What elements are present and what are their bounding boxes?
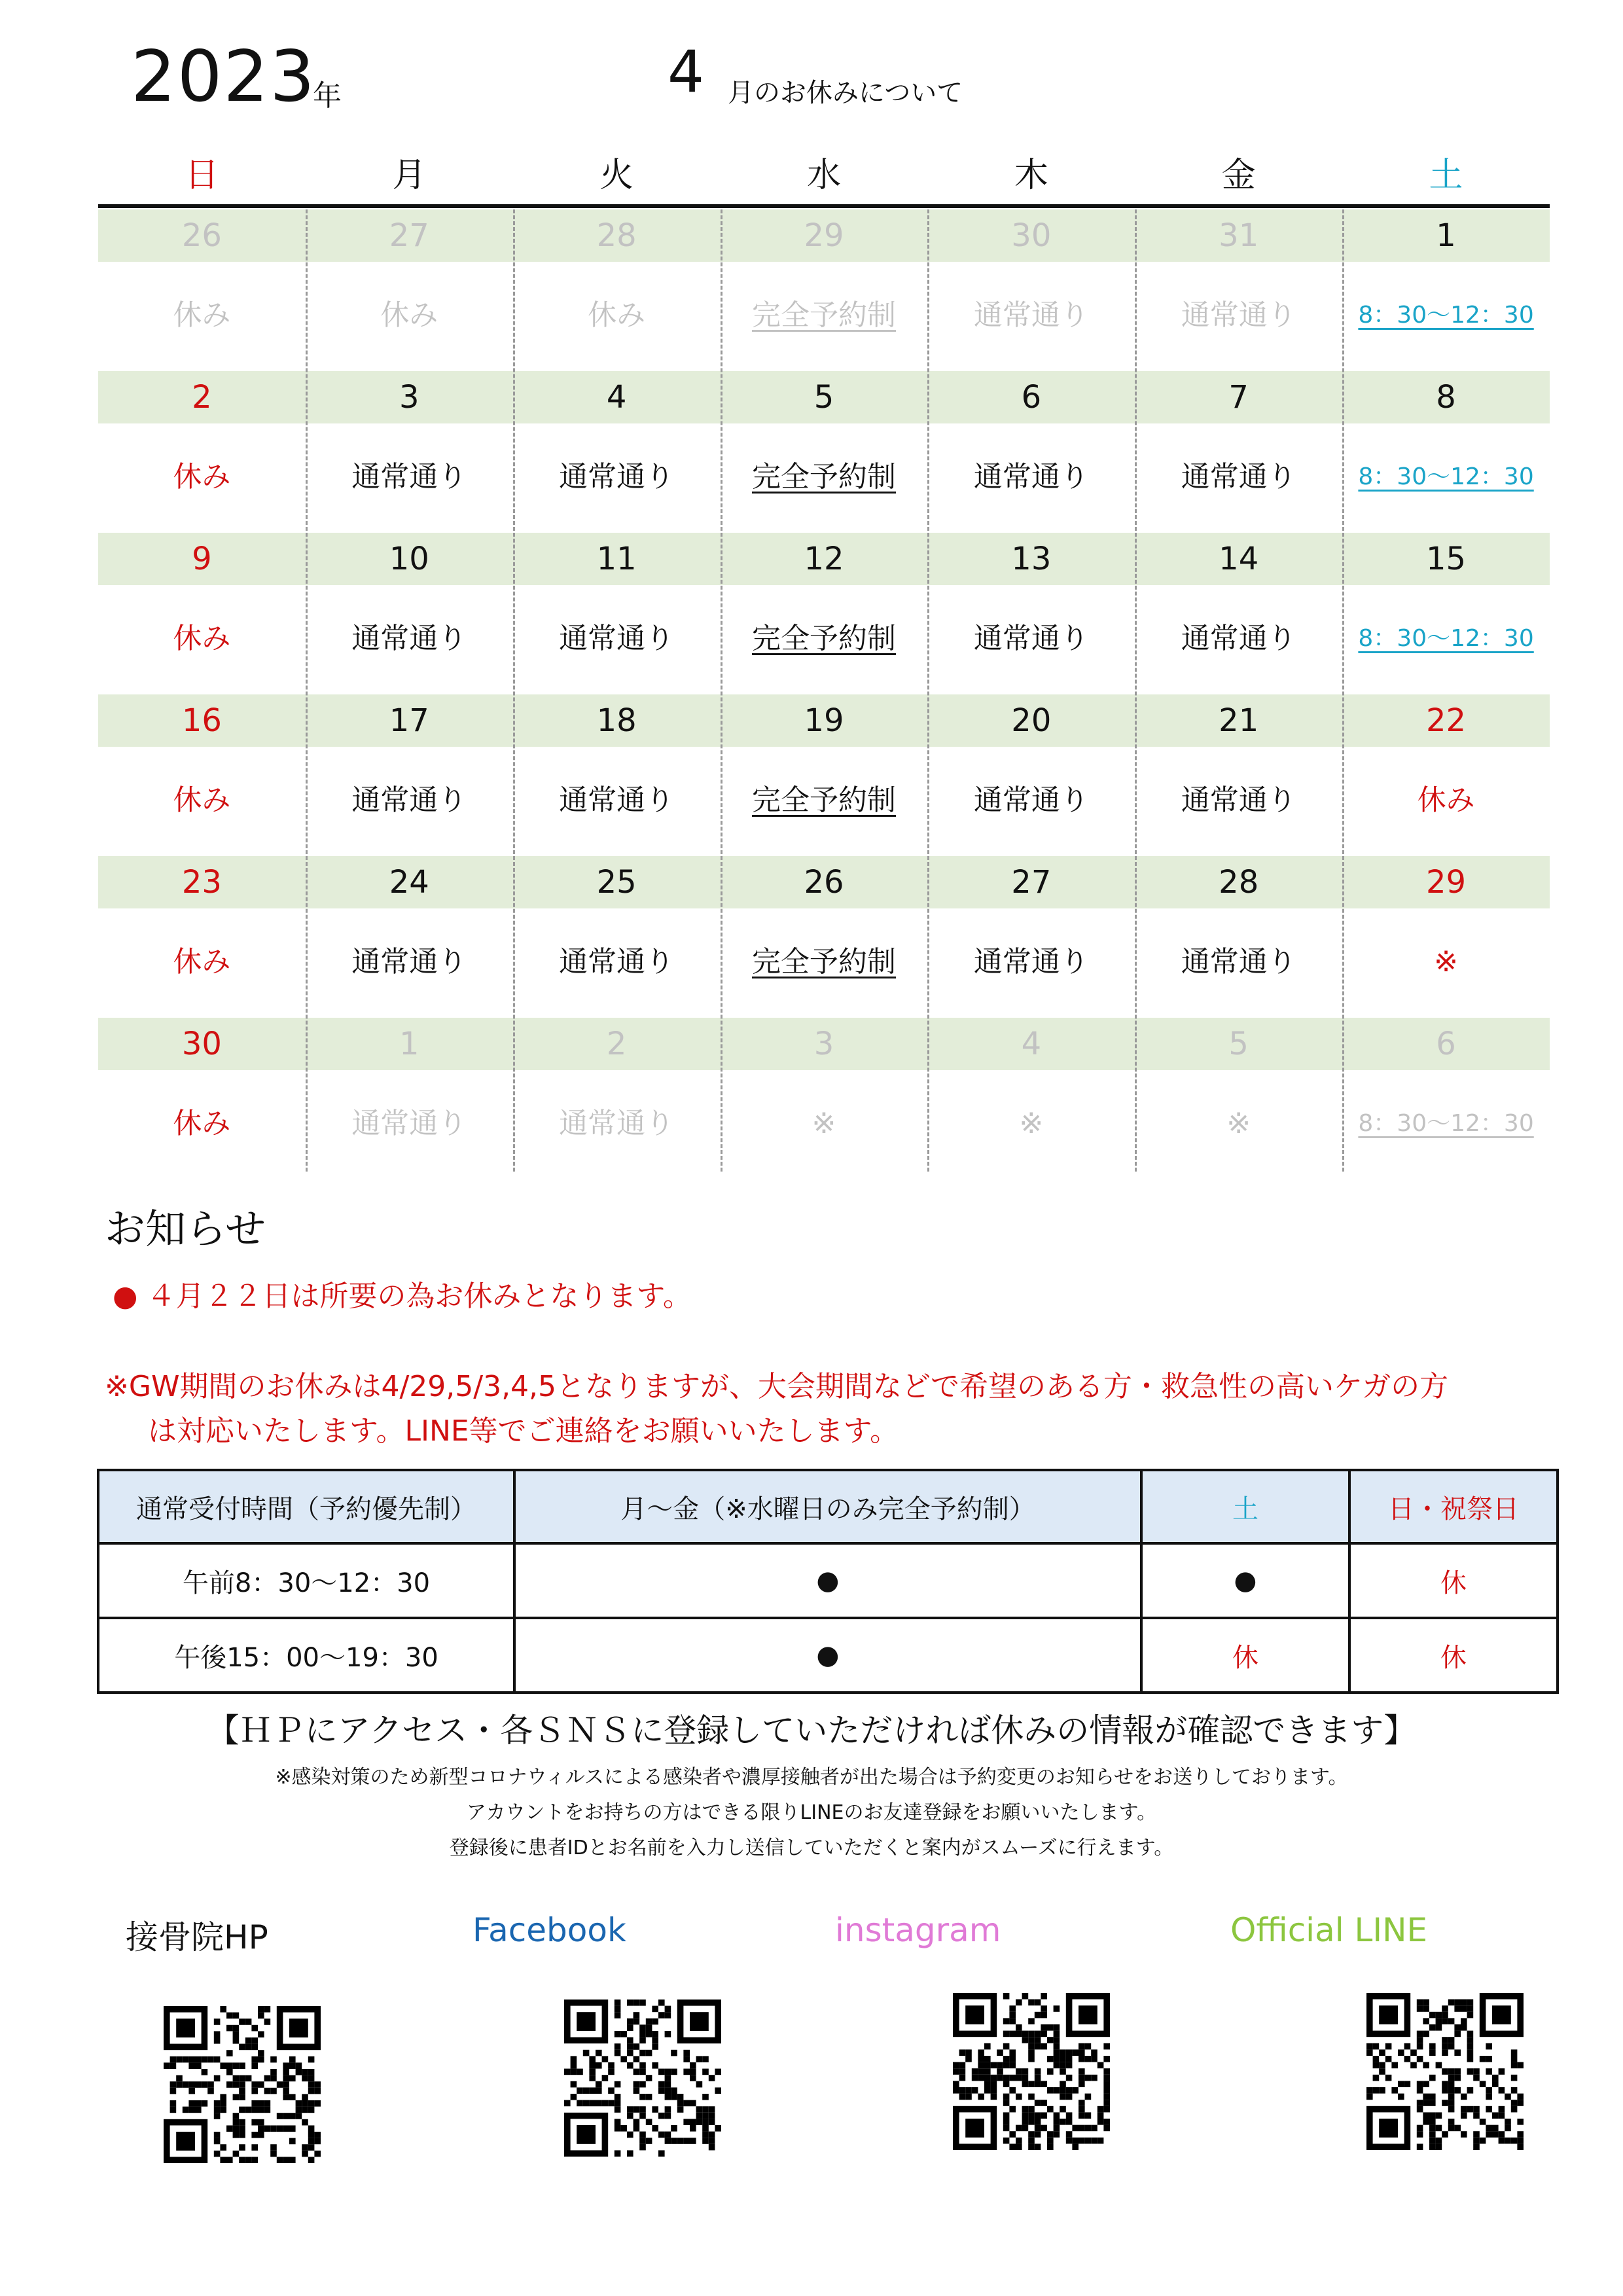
day-status: 休み: [380, 298, 438, 332]
table-cell: 午後15：00～19：30: [98, 1618, 514, 1693]
table-cell: 休: [1141, 1618, 1349, 1693]
day-number: 31: [1219, 217, 1259, 254]
table-row: [98, 1618, 1558, 1693]
day-status: 通常通り: [1181, 783, 1296, 817]
day-number: 16: [181, 702, 222, 739]
day-status: 休み: [588, 298, 646, 332]
day-number: 20: [1011, 702, 1052, 739]
day-number: 10: [389, 541, 429, 577]
day-status: 通常通り: [559, 622, 675, 655]
info-note: アカウントをお持ちの方はできる限りLINEのお友達登録をお願いいたします。: [466, 1801, 1157, 1824]
day-number: 13: [1011, 541, 1052, 577]
day-status: 通常通り: [559, 783, 675, 817]
header-cell: 月～金（※水曜日のみ完全予約制）: [514, 1470, 1141, 1543]
column-separator: [1135, 209, 1137, 1172]
day-number: 5: [813, 379, 834, 416]
day-status: 通常通り: [1181, 945, 1296, 978]
notice-holiday: ● ４月２２日は所要の為お休みとなります。: [113, 1280, 692, 1313]
day-status: 通常通り: [1181, 460, 1296, 493]
day-number: 11: [596, 541, 637, 577]
qr-label-hp: 接骨院HP: [126, 1918, 268, 1956]
table-cell: ●: [1141, 1543, 1349, 1618]
day-number: 1: [1436, 217, 1456, 254]
day-status: 休み: [173, 298, 231, 332]
column-separator: [513, 209, 515, 1172]
day-number: 26: [181, 217, 222, 254]
day-status[interactable]: 8：30～12：30: [1358, 463, 1534, 490]
column-separator: [927, 209, 929, 1172]
weekday-wed: 水: [806, 156, 841, 195]
day-status: 通常通り: [973, 622, 1089, 655]
day-number: 19: [804, 702, 844, 739]
day-number: 2: [192, 379, 212, 416]
notice-gw-line1: ※GW期間のお休みは4/29,5/3,4,5となりますが、大会期間などで希望のある方・救急性の高いケガの方: [105, 1370, 1449, 1403]
day-number: 12: [804, 541, 844, 577]
day-status: 通常通り: [973, 783, 1089, 817]
day-number: 9: [192, 541, 212, 577]
qr-code-line[interactable]: [1366, 1983, 1524, 2160]
day-number: 6: [1021, 379, 1042, 416]
day-number: 27: [389, 217, 429, 254]
weekday-sun: 日: [185, 156, 219, 195]
day-status: 通常通り: [559, 945, 675, 978]
day-status: ※: [1226, 1107, 1251, 1140]
day-number: 28: [596, 217, 637, 254]
day-number: 4: [1021, 1026, 1042, 1062]
day-status[interactable]: 8：30～12：30: [1358, 625, 1534, 652]
weekday-sat: 土: [1429, 156, 1463, 195]
table-cell: 休: [1349, 1543, 1558, 1618]
weekday-thu: 木: [1014, 156, 1048, 195]
column-separator: [1342, 209, 1344, 1172]
qr-label-instagram: instagram: [835, 1911, 1001, 1949]
column-separator: [306, 209, 308, 1172]
day-number: 4: [606, 379, 627, 416]
day-status: 通常通り: [973, 298, 1089, 332]
day-status: 完全予約制: [751, 460, 896, 493]
day-status: 休み: [173, 622, 231, 655]
day-number: 25: [596, 864, 637, 901]
day-number: 3: [399, 379, 419, 416]
info-note: ※感染対策のため新型コロナウィルスによる感染者や濃厚接触者が出た場合は予約変更のお知らせをお送りしております。: [275, 1766, 1348, 1789]
day-status: 通常通り: [351, 1107, 467, 1140]
table-cell: ●: [514, 1543, 1141, 1618]
day-number: 7: [1228, 379, 1249, 416]
day-status: 完全予約制: [751, 945, 896, 978]
table-cell: 休: [1349, 1618, 1558, 1693]
header-cell: 通常受付時間（予約優先制）: [98, 1470, 514, 1543]
year-unit: 年: [313, 79, 342, 113]
day-number: 17: [389, 702, 429, 739]
day-status[interactable]: 8：30～12：30: [1358, 302, 1534, 329]
notice-title: お知らせ: [105, 1205, 266, 1253]
day-status: 完全予約制: [751, 298, 896, 332]
day-number: 15: [1426, 541, 1467, 577]
sns-note: 【ＨＰにアクセス・各ＳＮＳに登録していただければ休みの情報が確認できます】: [206, 1712, 1417, 1749]
hours-table: [97, 1469, 1559, 1694]
day-number: 22: [1426, 702, 1467, 739]
day-status: 通常通り: [351, 622, 467, 655]
column-separator: [721, 209, 722, 1172]
table-cell: 午前8：30～12：30: [98, 1543, 514, 1618]
year: 2023: [131, 36, 316, 118]
weekday-fri: 金: [1221, 156, 1256, 195]
month-number: 4: [668, 38, 704, 105]
table-cell: ●: [514, 1618, 1141, 1693]
day-status: 通常通り: [973, 460, 1089, 493]
table-row: [98, 1543, 1558, 1618]
day-number: 24: [389, 864, 429, 901]
day-number: 14: [1219, 541, 1259, 577]
day-status: 完全予約制: [751, 622, 896, 655]
day-status: 通常通り: [559, 1107, 675, 1140]
notice-gw-line2: は対応いたします。LINE等でご連絡をお願いいたします。: [148, 1414, 899, 1448]
day-number: 30: [181, 1026, 222, 1062]
day-status: ※: [1019, 1107, 1044, 1140]
day-number: 30: [1011, 217, 1052, 254]
day-status: 休み: [1417, 783, 1475, 817]
day-number: 3: [813, 1026, 834, 1062]
day-status: 通常通り: [559, 460, 675, 493]
day-status: 休み: [173, 945, 231, 978]
day-status: 完全予約制: [751, 783, 896, 817]
day-number: 27: [1011, 864, 1052, 901]
day-status: 通常通り: [973, 945, 1089, 978]
day-status: 通常通り: [1181, 298, 1296, 332]
day-number: 28: [1219, 864, 1259, 901]
day-status: 休み: [173, 783, 231, 817]
qr-code-facebook[interactable]: [564, 1990, 721, 2166]
day-number: 8: [1436, 379, 1456, 416]
day-status: 通常通り: [351, 945, 467, 978]
day-number: 29: [1426, 864, 1467, 901]
day-status: 通常通り: [351, 460, 467, 493]
header-divider: [98, 204, 1550, 208]
weekday-mon: 月: [392, 156, 427, 195]
day-status: 通常通り: [1181, 622, 1296, 655]
day-number: 5: [1228, 1026, 1249, 1062]
day-status: 通常通り: [351, 783, 467, 817]
day-status: 休み: [173, 1107, 231, 1140]
day-number: 1: [399, 1026, 419, 1062]
day-status[interactable]: 8：30～12：30: [1358, 1110, 1534, 1137]
qr-code-instagram[interactable]: [953, 1983, 1110, 2160]
day-status: 休み: [173, 460, 231, 493]
day-number: 26: [804, 864, 844, 901]
day-status: ※: [812, 1107, 836, 1140]
qr-code-hp[interactable]: [164, 1996, 321, 2173]
header-cell: 土: [1141, 1470, 1349, 1543]
qr-label-facebook: Facebook: [473, 1911, 626, 1949]
page-title: 月のお休みについて: [728, 78, 963, 108]
day-status: ※: [1434, 945, 1458, 978]
qr-label-line: Official LINE: [1230, 1911, 1428, 1949]
weekday-tue: 火: [599, 156, 634, 195]
info-note: 登録後に患者IDとお名前を入力し送信していただくと案内がスムーズに行えます。: [449, 1837, 1174, 1859]
day-number: 29: [804, 217, 844, 254]
hours-table-header: [98, 1470, 1558, 1543]
day-number: 2: [606, 1026, 627, 1062]
calendar: [98, 149, 1550, 1177]
day-number: 21: [1219, 702, 1259, 739]
day-number: 18: [596, 702, 637, 739]
day-number: 23: [181, 864, 222, 901]
day-number: 6: [1436, 1026, 1456, 1062]
header-cell: 日・祝祭日: [1349, 1470, 1558, 1543]
